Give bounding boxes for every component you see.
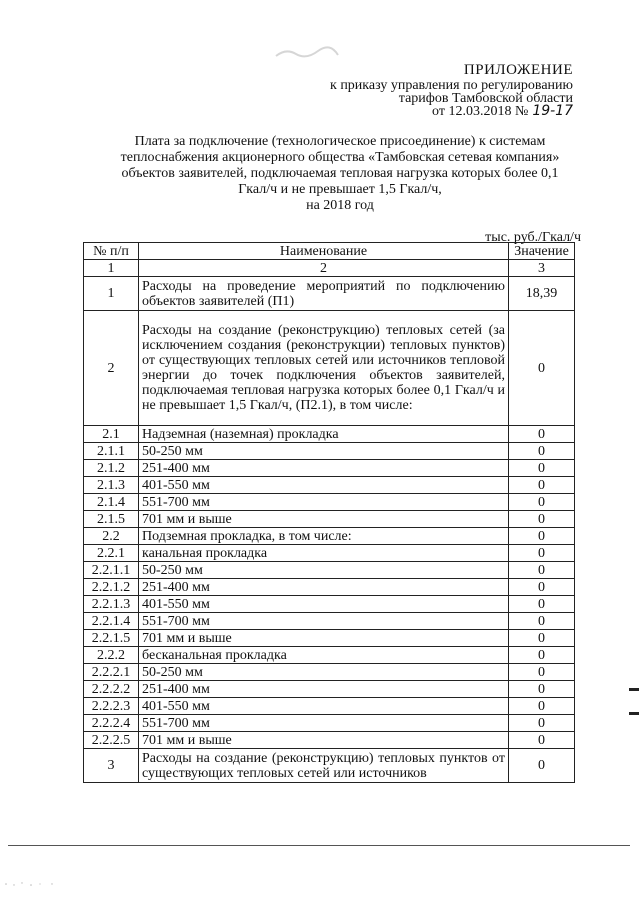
row-value: 0 [509,545,575,562]
row-value: 0 [509,664,575,681]
row-number: 2.2.1.5 [84,630,139,647]
appendix-block [330,64,573,118]
table-row [84,426,575,443]
table-row [84,460,575,477]
row-name: 401-550 мм [139,596,509,613]
row-value: 0 [509,477,575,494]
row-number: 3 [84,749,139,783]
table-index-row [84,260,575,277]
row-name: 551-700 мм [139,494,509,511]
index-cell: 1 [84,260,139,277]
row-number: 2.1.2 [84,460,139,477]
table-row [84,545,575,562]
table-row [84,477,575,494]
units-label: тыс. руб./Гкал/ч [485,230,581,245]
row-name: 251-400 мм [139,579,509,596]
handwritten-order-number: 19-17 [532,103,573,119]
row-value: 0 [509,613,575,630]
row-name: Подземная прокладка, в том числе: [139,528,509,545]
row-number: 2.2.2.1 [84,664,139,681]
table-row [84,579,575,596]
header-value: Значение [509,243,575,260]
row-number: 2.2.1 [84,545,139,562]
row-name: 251-400 мм [139,460,509,477]
table-row [84,681,575,698]
table-row [84,613,575,630]
row-value: 18,39 [509,277,575,311]
appendix-date-line [330,105,573,118]
row-number: 2.2.1.3 [84,596,139,613]
row-name: 701 мм и выше [139,732,509,749]
row-value: 0 [509,596,575,613]
row-name: Расходы на проведение мероприятий по подключению объектов заявителей (П1) [139,277,509,311]
row-name: Расходы на создание (реконструкцию) тепловых сетей (за исключением создания (реконструкции) тепловых пунктов) от существующих тепловых сетей или источников тепловой энергии до точек подключения объектов заявителей, подключаемая тепловая нагрузка которых более 0,1 Гкал/ч и не превышает 1,5 Гкал/ч, (П2.1), в том числе: [139,311,509,426]
appendix-title: ПРИЛОЖЕНИЕ [463,62,573,78]
heading-line: Гкал/ч и не превышает 1,5 Гкал/ч, [238,182,442,197]
row-name: 551-700 мм [139,613,509,630]
index-cell: 3 [509,260,575,277]
scan-edge-mark [629,688,639,691]
row-value: 0 [509,528,575,545]
row-value: 0 [509,579,575,596]
appendix-line-1: к приказу управления по регулированию [330,78,573,93]
row-number: 2.1.4 [84,494,139,511]
table-row [84,528,575,545]
row-value: 0 [509,681,575,698]
row-number: 2.1 [84,426,139,443]
heading-line: на 2018 год [306,198,374,213]
table-row [84,664,575,681]
row-number: 2.1.3 [84,477,139,494]
row-name: 701 мм и выше [139,630,509,647]
table-row [84,277,575,311]
row-number: 2.2 [84,528,139,545]
table-row [84,494,575,511]
row-name: 50-250 мм [139,562,509,579]
row-value: 0 [509,311,575,426]
row-value: 0 [509,426,575,443]
index-cell: 2 [139,260,509,277]
row-name: Надземная (наземная) прокладка [139,426,509,443]
tariff-table [83,242,575,783]
row-number: 2.2.2.2 [84,681,139,698]
table-row [84,511,575,528]
header-name: Наименование [139,243,509,260]
row-value: 0 [509,749,575,783]
row-name: 551-700 мм [139,715,509,732]
row-name: бесканальная прокладка [139,647,509,664]
row-name: 50-250 мм [139,443,509,460]
row-name: канальная прокладка [139,545,509,562]
row-value: 0 [509,698,575,715]
table-row [84,749,575,783]
appendix-line-2: тарифов Тамбовской области [398,91,573,106]
row-number: 1 [84,277,139,311]
document-heading [100,134,580,214]
row-value: 0 [509,630,575,647]
row-name: Расходы на создание (реконструкцию) тепловых пунктов от существующих тепловых сетей или источников [139,749,509,783]
row-number: 2.2.1.1 [84,562,139,579]
row-value: 0 [509,443,575,460]
row-name: 251-400 мм [139,681,509,698]
table-row [84,443,575,460]
row-number: 2.2.2.5 [84,732,139,749]
row-value: 0 [509,562,575,579]
table-row [84,311,575,426]
table-row [84,562,575,579]
row-value: 0 [509,494,575,511]
row-value: 0 [509,460,575,477]
table-row [84,715,575,732]
table-row [84,630,575,647]
row-name: 701 мм и выше [139,511,509,528]
table-row [84,732,575,749]
heading-line: теплоснабжения акционерного общества «Тамбовская сетевая компания» [120,150,560,165]
row-number: 2 [84,311,139,426]
row-name: 401-550 мм [139,477,509,494]
row-name: 401-550 мм [139,698,509,715]
row-number: 2.2.2 [84,647,139,664]
row-number: 2.2.1.2 [84,579,139,596]
row-number: 2.2.2.3 [84,698,139,715]
table-row [84,647,575,664]
row-number: 2.2.2.4 [84,715,139,732]
table-row [84,698,575,715]
row-number: 2.1.1 [84,443,139,460]
row-value: 0 [509,647,575,664]
heading-line: объектов заявителей, подключаемая тепловая нагрузка которых более 0,1 [121,166,559,181]
heading-line: Плата за подключение (технологическое присоединение) к системам [134,134,546,149]
table-header-row [84,243,575,260]
faint-stamp-mark [272,42,342,64]
header-number: № п/п [84,243,139,260]
appendix-date: от 12.03.2018 № [432,104,529,119]
page-bottom-rule [8,845,630,846]
table-row [84,596,575,613]
row-name: 50-250 мм [139,664,509,681]
scan-specks [0,880,80,888]
row-value: 0 [509,511,575,528]
row-value: 0 [509,732,575,749]
row-number: 2.2.1.4 [84,613,139,630]
row-value: 0 [509,715,575,732]
row-number: 2.1.5 [84,511,139,528]
scan-edge-mark [629,712,639,715]
